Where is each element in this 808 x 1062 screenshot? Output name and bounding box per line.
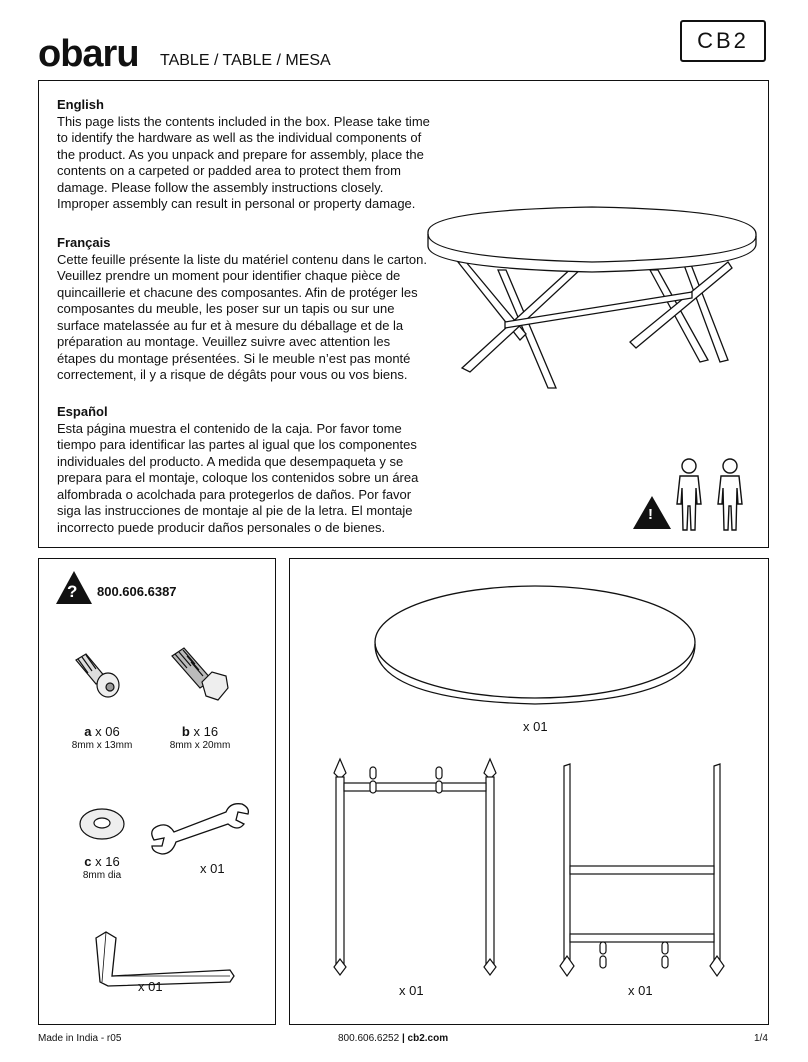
hardware-c-count: x 16 [91, 854, 120, 869]
two-person-icon [672, 456, 762, 536]
spanish-body: Esta página muestra el contenido de la caja. Por favor tome tiempo para identificar las partes al igual que los componentes individuales del producto. A medida que desempaqueta y se prepara para el montaje, coloque los contenidos sobre un área alfombrada o acolchada para protegerlos de daños. Por favor siga las instrucciones de montaje al pie de la letra. El montaje incorrecto puede producir daños personales o de bienes. [57, 420, 419, 535]
footer-contact [338, 1033, 448, 1044]
english-section [57, 97, 432, 213]
french-heading: Français [57, 235, 111, 250]
leg-frame-b-icon [556, 760, 736, 980]
allen-key-icon [92, 930, 242, 990]
warning-symbol: ! [648, 506, 653, 523]
leg-frame-a-qty: x 01 [399, 983, 424, 998]
support-phone: 800.606.6387 [97, 584, 177, 599]
hardware-c-label [70, 854, 134, 869]
french-body: Cette feuille présente la liste du matériel contenu dans le carton. Veuillez prendre un moment pour identifier chaque pièce de quincaillerie et chacune des composantes. Afin de protéger les composantes du meuble, les poser sur un tapis ou sur une surface matelassée au fur et à mesure du déballage et de la préparation au montage. Veuillez suivre avec attention les étapes du montage présentées. Si le meuble n’est pas monté correctement, il y a risque de dégâts pour vous ou vos biens. [57, 251, 427, 382]
hardware-a-letter: a [84, 724, 92, 739]
tabletop-icon [372, 582, 702, 712]
spanish-heading: Español [57, 404, 108, 419]
tabletop-qty: x 01 [523, 719, 548, 734]
product-subtitle: TABLE / TABLE / MESA [160, 52, 331, 69]
hardware-b-count: x 16 [189, 724, 219, 739]
footer-made-in: Made in India - r05 [38, 1033, 122, 1044]
leg-frame-b-qty: x 01 [628, 983, 653, 998]
spanish-section [57, 404, 432, 536]
footer-page-number: 1/4 [754, 1033, 768, 1044]
hardware-c-size: 8mm dia [82, 870, 122, 881]
hardware-a-size: 8mm x 13mm [71, 740, 133, 751]
cb2-logo: CB2 [680, 20, 766, 62]
footer-separator: | [401, 1033, 405, 1044]
bolt-a-icon [72, 652, 132, 712]
leg-frame-a-icon [322, 755, 502, 975]
english-heading: English [57, 97, 104, 112]
hardware-c-letter: c [84, 854, 92, 869]
footer-phone: 800.606.6252 [338, 1033, 400, 1044]
french-section [57, 235, 432, 384]
wrench-icon [146, 800, 256, 860]
brand-title: obaru [38, 33, 139, 75]
english-body: This page lists the contents included in the box. Please take time to identify the hardware as well as the individual components of the product. As you unpack and prepare for assembly, place the contents on a carpeted or padded area to protect them from damage. Please follow the assembly instructions closely. Improper assembly can result in personal or property damage. [57, 113, 430, 211]
hardware-b-size: 8mm x 20mm [169, 740, 231, 751]
hardware-b-label [168, 724, 232, 739]
bolt-b-icon [168, 646, 238, 706]
hardware-a-count: x 06 [91, 724, 120, 739]
washer-c-icon [78, 806, 128, 846]
allen-key-qty: x 01 [138, 979, 163, 994]
wrench-qty: x 01 [200, 861, 225, 876]
hardware-a-label [70, 724, 134, 739]
help-symbol: ? [67, 582, 78, 601]
footer-website[interactable]: cb2.com [407, 1033, 449, 1044]
hardware-b-letter: b [181, 724, 190, 739]
